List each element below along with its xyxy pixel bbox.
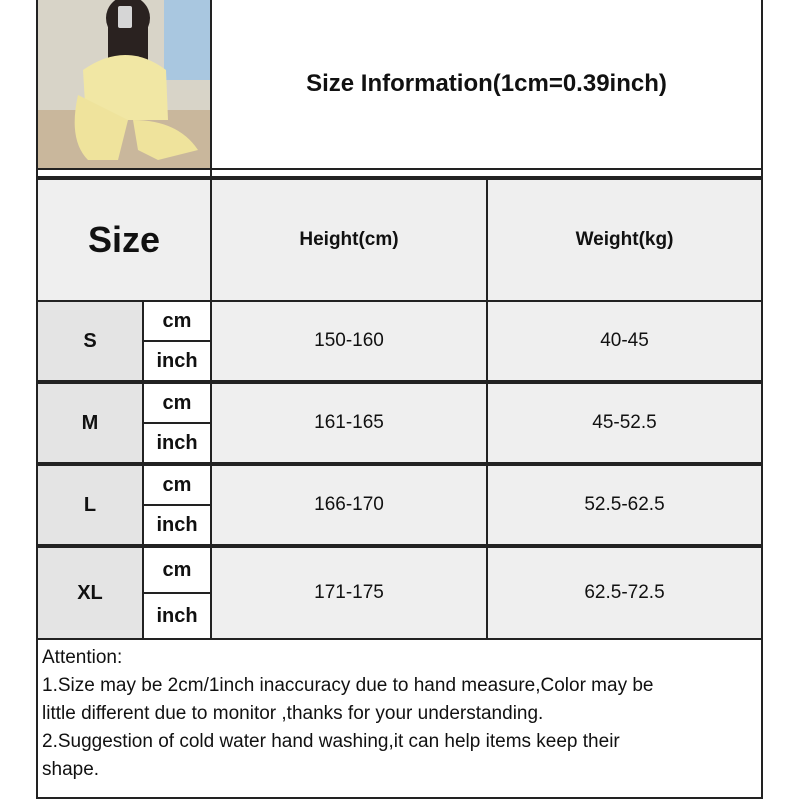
weight-value-l: 52.5-62.5 bbox=[488, 466, 761, 544]
height-column-header: Height(cm) bbox=[212, 180, 486, 300]
unit-inch: inch bbox=[144, 424, 210, 462]
grid-line bbox=[36, 638, 763, 640]
weight-value-xl: 62.5-72.5 bbox=[488, 548, 761, 638]
unit-cm: cm bbox=[144, 466, 210, 504]
grid-line bbox=[142, 422, 212, 424]
size-cell-l: L bbox=[38, 466, 142, 544]
unit-inch: inch bbox=[144, 342, 210, 380]
notes-line: shape. bbox=[42, 759, 100, 780]
grid-line bbox=[142, 592, 212, 594]
grid-line bbox=[36, 168, 763, 170]
height-value-l: 166-170 bbox=[212, 466, 486, 544]
page-title: Size Information(1cm=0.39inch) bbox=[212, 0, 761, 168]
weight-value-s: 40-45 bbox=[488, 302, 761, 380]
unit-cm: cm bbox=[144, 302, 210, 340]
notes-line: 1.Size may be 2cm/1inch inaccuracy due to hand measure,Color may be bbox=[42, 675, 654, 696]
size-cell-s: S bbox=[38, 302, 142, 380]
unit-cm: cm bbox=[144, 548, 210, 592]
grid-line bbox=[36, 380, 763, 384]
product-photo bbox=[38, 0, 210, 168]
grid-line bbox=[36, 544, 763, 548]
grid-line bbox=[142, 340, 212, 342]
unit-inch: inch bbox=[144, 594, 210, 638]
unit-cm: cm bbox=[144, 384, 210, 422]
unit-inch: inch bbox=[144, 506, 210, 544]
grid-line bbox=[142, 300, 144, 640]
size-cell-m: M bbox=[38, 384, 142, 462]
size-cell-xl: XL bbox=[38, 548, 142, 638]
grid-line bbox=[36, 300, 763, 302]
height-value-xl: 171-175 bbox=[212, 548, 486, 638]
height-value-s: 150-160 bbox=[212, 302, 486, 380]
size-column-header: Size bbox=[38, 180, 210, 300]
notes-line: 2.Suggestion of cold water hand washing,it can help items keep their bbox=[42, 731, 620, 752]
grid-line bbox=[36, 462, 763, 466]
attention-notes bbox=[42, 644, 757, 784]
weight-column-header: Weight(kg) bbox=[488, 180, 761, 300]
notes-line: little different due to monitor ,thanks for your understanding. bbox=[42, 703, 544, 724]
grid-line bbox=[142, 504, 212, 506]
height-value-m: 161-165 bbox=[212, 384, 486, 462]
grid-line bbox=[486, 176, 488, 640]
notes-heading: Attention: bbox=[42, 647, 123, 668]
weight-value-m: 45-52.5 bbox=[488, 384, 761, 462]
grid-line bbox=[36, 176, 763, 180]
